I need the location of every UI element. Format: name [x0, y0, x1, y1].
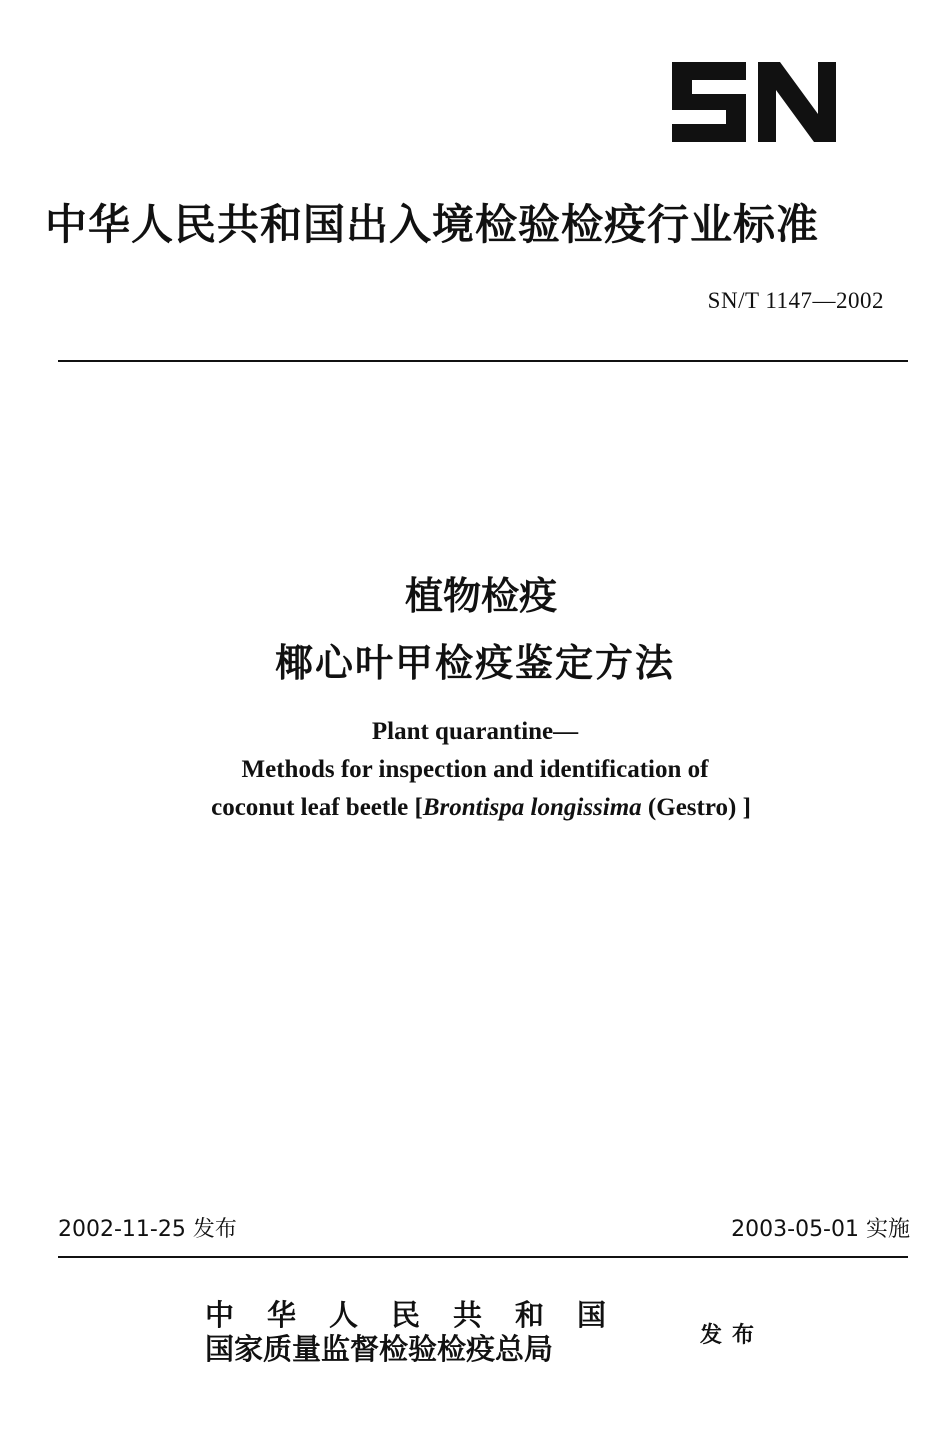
- implementation-date: 2003-05-01 实施: [731, 1217, 910, 1242]
- issuer-action-label: 发布: [700, 1322, 765, 1348]
- en-title-line3-prefix: coconut leaf beetle [: [211, 794, 423, 821]
- header-divider: [58, 360, 908, 362]
- standard-category-title: 中华人民共和国出入境检验检疫行业标准: [45, 200, 820, 249]
- cn-title-line1: 植物检疫: [404, 574, 557, 618]
- en-title-species-name: Brontispa longissima: [422, 794, 642, 821]
- en-title-line2: Methods for inspection and identification of: [241, 756, 709, 783]
- issue-date: 2002-11-25 发布: [58, 1217, 237, 1242]
- sn-logo: [668, 58, 840, 146]
- en-title-line1: Plant quarantine—: [371, 718, 579, 745]
- standard-number: SN/T 1147—2002: [707, 288, 884, 313]
- cn-title-line2: 椰心叶甲检疫鉴定方法: [274, 641, 675, 685]
- en-title-line3-suffix: (Gestro) ]: [641, 794, 751, 821]
- footer-divider: [58, 1256, 908, 1258]
- en-title-line3: [0, 794, 950, 822]
- issuing-authority: [205, 1298, 639, 1366]
- sn-logo-graphic: [668, 58, 840, 146]
- issuer-line1: 中华人民共和国: [205, 1298, 640, 1332]
- issuer-line2: 国家质量监督检验检疫总局: [205, 1332, 554, 1366]
